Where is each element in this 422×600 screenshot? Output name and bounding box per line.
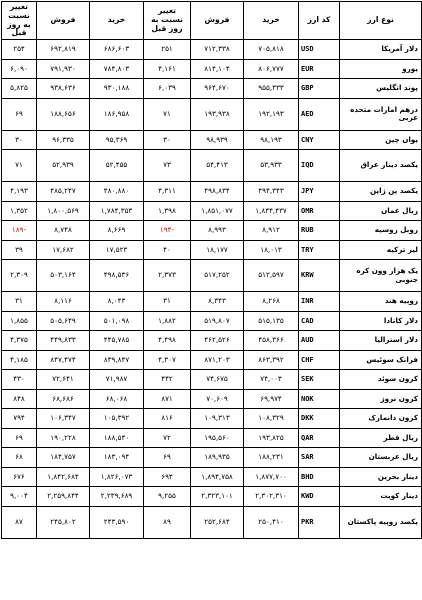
- change-1: ۸۷۱: [144, 389, 191, 409]
- header-buy-2: خرید: [90, 2, 144, 40]
- change-1: ۷۱: [144, 98, 191, 130]
- buy-price-1: ۲,۳۰۲,۳۱۰: [244, 487, 299, 507]
- buy-price-1: ۱۰۸,۳۲۹: [244, 409, 299, 429]
- sell-price-1: ۱۸,۱۷۷: [191, 240, 244, 260]
- change-1: ۶۹: [144, 448, 191, 468]
- sell-price-2: ۶۸,۶۸۶: [37, 389, 90, 409]
- change-2: ۸۴۸: [2, 389, 37, 409]
- buy-price-1: ۷۴,۰۰۳: [244, 370, 299, 390]
- table-body: [2, 40, 422, 539]
- currency-name: ریال عربستان: [340, 448, 422, 468]
- header-sell-1: فروش: [191, 2, 244, 40]
- sell-price-2: ۶۹۲,۸۱۹: [37, 40, 90, 60]
- table-row: [2, 221, 422, 241]
- change-2: ۴۳۰: [2, 370, 37, 390]
- change-1: ۶۹۴: [144, 467, 191, 487]
- buy-price-1: ۱۹۳,۸۲۵: [244, 428, 299, 448]
- change-1: -۱۹۴: [144, 221, 191, 241]
- change-1: ۸۱۶: [144, 409, 191, 429]
- header-change-1: تغییر نسبت به روز قبل: [144, 2, 191, 40]
- buy-price-2: ۸,۶۶۹: [90, 221, 144, 241]
- sell-price-2: ۱۸۴,۷۵۷: [37, 448, 90, 468]
- currency-code: IQD: [299, 150, 340, 182]
- currency-name: دینار بحرین: [340, 467, 422, 487]
- buy-price-1: ۵۱۵,۱۳۵: [244, 311, 299, 331]
- change-2: ۴,۱۹۳: [2, 182, 37, 202]
- change-1: ۳۱: [144, 292, 191, 312]
- currency-code: INR: [299, 292, 340, 312]
- buy-price-2: ۶۸,۰۶۸: [90, 389, 144, 409]
- sell-price-2: ۱۷,۶۸۲: [37, 240, 90, 260]
- currency-name: دینار کویت: [340, 487, 422, 507]
- table-row: [2, 292, 422, 312]
- change-1: ۴,۱۶۱: [144, 59, 191, 79]
- change-1: ۴,۴۹۸: [144, 331, 191, 351]
- exchange-rates-table: [1, 1, 422, 539]
- change-2: ۸۷: [2, 506, 37, 538]
- header-change-2: تغییر نسبت به روز قبل: [2, 2, 37, 40]
- currency-name: کرون دانمارک: [340, 409, 422, 429]
- sell-price-2: ۴۴۹,۸۳۳: [37, 331, 90, 351]
- sell-price-1: ۷۱۲,۳۳۸: [191, 40, 244, 60]
- sell-price-2: ۱۰۶,۳۴۷: [37, 409, 90, 429]
- currency-code: NOK: [299, 389, 340, 409]
- sell-price-1: ۷۴,۶۷۵: [191, 370, 244, 390]
- table-row: [2, 467, 422, 487]
- table-row: [2, 409, 422, 429]
- change-1: ۴,۳۱۱: [144, 182, 191, 202]
- sell-price-1: ۱۰۹,۳۱۳: [191, 409, 244, 429]
- buy-price-1: ۸۰۶,۷۷۷: [244, 59, 299, 79]
- sell-price-2: ۷۹۱,۹۳۰: [37, 59, 90, 79]
- currency-code: SAR: [299, 448, 340, 468]
- sell-price-2: ۴۸۵,۲۴۷: [37, 182, 90, 202]
- change-2: ۳۰: [2, 130, 37, 150]
- change-1: ۱,۸۸۲: [144, 311, 191, 331]
- buy-price-1: ۷۰۵,۸۱۸: [244, 40, 299, 60]
- currency-code: DKK: [299, 409, 340, 429]
- change-2: ۴,۱۸۵: [2, 350, 37, 370]
- sell-price-2: ۱,۸۰۰,۵۶۹: [37, 201, 90, 221]
- buy-price-1: ۲۵۰,۴۱۰: [244, 506, 299, 538]
- table-row: [2, 182, 422, 202]
- buy-price-2: ۱,۸۲۶,۰۷۳: [90, 467, 144, 487]
- sell-price-1: ۴۶۲,۵۲۶: [191, 331, 244, 351]
- buy-price-2: ۱۸۸,۵۴۰: [90, 428, 144, 448]
- currency-code: AUD: [299, 331, 340, 351]
- currency-code: BHD: [299, 467, 340, 487]
- sell-price-2: ۸,۷۴۸: [37, 221, 90, 241]
- currency-code: SEK: [299, 370, 340, 390]
- table-row: [2, 448, 422, 468]
- change-2: ۱,۸۵۵: [2, 311, 37, 331]
- table-row: [2, 311, 422, 331]
- buy-price-2: ۶۸۶,۶۰۳: [90, 40, 144, 60]
- currency-name: لیر ترکیه: [340, 240, 422, 260]
- header-sell-2: فروش: [37, 2, 90, 40]
- table-row: [2, 487, 422, 507]
- change-2: ۶۷۶: [2, 467, 37, 487]
- change-2: ۵,۸۲۵: [2, 79, 37, 99]
- table-row: [2, 59, 422, 79]
- buy-price-2: ۸,۰۴۳: [90, 292, 144, 312]
- buy-price-1: ۴۵۸,۳۶۶: [244, 331, 299, 351]
- change-1: ۷۲: [144, 428, 191, 448]
- table-row: [2, 98, 422, 130]
- sell-price-1: ۵۱۷,۲۵۲: [191, 260, 244, 292]
- buy-price-1: ۱,۸۳۴,۴۳۷: [244, 201, 299, 221]
- header-buy-1: خرید: [244, 2, 299, 40]
- currency-name: درهم امارات متحده عربی: [340, 98, 422, 130]
- change-2: ۷۹۴: [2, 409, 37, 429]
- change-1: ۷۳: [144, 150, 191, 182]
- table-row: [2, 428, 422, 448]
- currency-name: یورو: [340, 59, 422, 79]
- sell-price-2: ۵۰۵,۶۴۹: [37, 311, 90, 331]
- table-header-row: [2, 2, 422, 40]
- table-row: [2, 79, 422, 99]
- change-1: ۴۴۲: [144, 370, 191, 390]
- currency-code: CAD: [299, 311, 340, 331]
- change-2: ۴,۳۷۵: [2, 331, 37, 351]
- currency-name: کرون سوئد: [340, 370, 422, 390]
- sell-price-1: ۱,۸۹۴,۷۵۸: [191, 467, 244, 487]
- sell-price-1: ۸۱۴,۱۰۴: [191, 59, 244, 79]
- currency-name: کرون نروژ: [340, 389, 422, 409]
- sell-price-2: ۸۴۷,۴۷۴: [37, 350, 90, 370]
- sell-price-1: ۵۴,۴۱۳: [191, 150, 244, 182]
- currency-code: CHF: [299, 350, 340, 370]
- currency-name: یک هزار وون کره جنوبی: [340, 260, 422, 292]
- buy-price-1: ۱,۸۷۷,۷۰۰: [244, 467, 299, 487]
- sell-price-2: ۱۹۰,۲۲۸: [37, 428, 90, 448]
- buy-price-1: ۵۳,۹۳۳: [244, 150, 299, 182]
- currency-code: JPY: [299, 182, 340, 202]
- buy-price-2: ۷۸۴,۸۰۳: [90, 59, 144, 79]
- currency-code: RUB: [299, 221, 340, 241]
- buy-price-1: ۹۵۵,۳۳۳: [244, 79, 299, 99]
- sell-price-1: ۱۸۹,۹۳۵: [191, 448, 244, 468]
- buy-price-2: ۹۵,۳۶۹: [90, 130, 144, 150]
- sell-price-2: ۷۲,۶۴۱: [37, 370, 90, 390]
- buy-price-2: ۱۸۳,۰۹۴: [90, 448, 144, 468]
- table-row: [2, 130, 422, 150]
- sell-price-1: ۱,۸۵۱,۰۷۷: [191, 201, 244, 221]
- sell-price-1: ۸,۳۴۳: [191, 292, 244, 312]
- sell-price-2: ۸,۱۱۶: [37, 292, 90, 312]
- sell-price-2: ۲,۲۵۹,۸۴۴: [37, 487, 90, 507]
- change-2: ۶۸: [2, 448, 37, 468]
- table-row: [2, 350, 422, 370]
- sell-price-1: ۲,۳۲۳,۱۰۱: [191, 487, 244, 507]
- sell-price-1: ۵۱۹,۸۰۷: [191, 311, 244, 331]
- buy-price-2: ۱۰۵,۳۹۲: [90, 409, 144, 429]
- sell-price-2: ۹۶,۳۳۵: [37, 130, 90, 150]
- sell-price-1: ۹۶۴,۶۷۰: [191, 79, 244, 99]
- buy-price-2: ۱,۷۸۴,۳۵۳: [90, 201, 144, 221]
- currency-code: OMR: [299, 201, 340, 221]
- currency-code: KWD: [299, 487, 340, 507]
- table-row: [2, 201, 422, 221]
- sell-price-2: ۹۳۸,۶۳۶: [37, 79, 90, 99]
- change-1: ۳۰: [144, 130, 191, 150]
- buy-price-2: ۴۹۸,۵۳۶: [90, 260, 144, 292]
- buy-price-2: ۱۷,۵۲۳: [90, 240, 144, 260]
- buy-price-2: ۲۴۳,۵۹۰: [90, 506, 144, 538]
- buy-price-1: ۴۹۴,۳۴۳: [244, 182, 299, 202]
- currency-code: QAR: [299, 428, 340, 448]
- change-2: ۳۹: [2, 240, 37, 260]
- buy-price-1: ۸,۹۱۲: [244, 221, 299, 241]
- buy-price-2: ۷۱,۹۸۷: [90, 370, 144, 390]
- buy-price-2: ۱۸۶,۹۵۸: [90, 98, 144, 130]
- currency-name: دلار کانادا: [340, 311, 422, 331]
- header-type: نوع ارز: [340, 2, 422, 40]
- sell-price-2: ۱۸۸,۶۵۶: [37, 98, 90, 130]
- change-1: ۹,۲۵۵: [144, 487, 191, 507]
- buy-price-1: ۱۸۸,۲۳۱: [244, 448, 299, 468]
- currency-code: USD: [299, 40, 340, 60]
- currency-code: GBP: [299, 79, 340, 99]
- currency-code: KRW: [299, 260, 340, 292]
- change-2: ۶۹: [2, 98, 37, 130]
- currency-name: یکصد روپیه پاکستان: [340, 506, 422, 538]
- sell-price-2: ۱,۸۴۲,۶۸۴: [37, 467, 90, 487]
- buy-price-1: ۱۸,۰۱۳: [244, 240, 299, 260]
- table-row: [2, 370, 422, 390]
- table-row: [2, 331, 422, 351]
- change-2: ۱,۳۵۲: [2, 201, 37, 221]
- buy-price-1: ۸,۲۶۸: [244, 292, 299, 312]
- change-1: ۴۰: [144, 240, 191, 260]
- currency-code: CNY: [299, 130, 340, 150]
- change-1: ۸۹: [144, 506, 191, 538]
- buy-price-2: ۴۴۵,۷۸۵: [90, 331, 144, 351]
- table-row: [2, 40, 422, 60]
- buy-price-2: ۵۲,۴۵۵: [90, 150, 144, 182]
- currency-name: دلار آمریکا: [340, 40, 422, 60]
- header-code: کد ارز: [299, 2, 340, 40]
- change-2: ۳۱: [2, 292, 37, 312]
- sell-price-1: ۷۰,۶۰۹: [191, 389, 244, 409]
- buy-price-1: ۹۸,۱۹۳: [244, 130, 299, 150]
- change-2: ۲,۳۰۹: [2, 260, 37, 292]
- currency-name: یوان چین: [340, 130, 422, 150]
- change-2: ۶۹: [2, 428, 37, 448]
- change-1: ۲۵۱: [144, 40, 191, 60]
- change-1: ۴,۳۰۷: [144, 350, 191, 370]
- table-row: [2, 506, 422, 538]
- buy-price-2: ۲,۲۳۹,۶۸۹: [90, 487, 144, 507]
- currency-name: پوند انگلیس: [340, 79, 422, 99]
- buy-price-2: ۴۸۰,۸۸۰: [90, 182, 144, 202]
- table-row: [2, 260, 422, 292]
- currency-name: روپیه هند: [340, 292, 422, 312]
- change-2: ۷۱: [2, 150, 37, 182]
- currency-code: TRY: [299, 240, 340, 260]
- currency-name: یکصد ین ژاپن: [340, 182, 422, 202]
- change-1: ۶,۰۳۹: [144, 79, 191, 99]
- currency-code: EUR: [299, 59, 340, 79]
- currency-code: AED: [299, 98, 340, 130]
- change-1: ۲,۳۷۳: [144, 260, 191, 292]
- currency-name: ریال قطر: [340, 428, 422, 448]
- sell-price-2: ۲۴۵,۸۰۲: [37, 506, 90, 538]
- change-1: ۱,۳۹۸: [144, 201, 191, 221]
- buy-price-2: ۵۰۱,۰۹۸: [90, 311, 144, 331]
- sell-price-1: ۹۸,۹۳۹: [191, 130, 244, 150]
- buy-price-2: ۸۳۹,۸۴۷: [90, 350, 144, 370]
- table-row: [2, 389, 422, 409]
- currency-name: ریال عمان: [340, 201, 422, 221]
- sell-price-1: ۱۹۳,۹۳۸: [191, 98, 244, 130]
- currency-name: روبل روسیه: [340, 221, 422, 241]
- change-2: ۶,۰۹۰: [2, 59, 37, 79]
- buy-price-1: ۸۶۳,۳۹۲: [244, 350, 299, 370]
- currency-name: دلار استرالیا: [340, 331, 422, 351]
- sell-price-1: ۸,۹۹۳: [191, 221, 244, 241]
- currency-name: فرانک سوئیس: [340, 350, 422, 370]
- sell-price-1: ۱۹۵,۵۶۰: [191, 428, 244, 448]
- currency-name: یکصد دینار عراق: [340, 150, 422, 182]
- change-2: -۱۸۹: [2, 221, 37, 241]
- sell-price-2: ۵۰۳,۱۶۴: [37, 260, 90, 292]
- sell-price-2: ۵۲,۹۳۹: [37, 150, 90, 182]
- buy-price-1: ۵۱۲,۵۹۷: [244, 260, 299, 292]
- sell-price-1: ۲۵۲,۶۸۴: [191, 506, 244, 538]
- currency-code: PKR: [299, 506, 340, 538]
- table-row: [2, 240, 422, 260]
- change-2: ۹,۰۰۴: [2, 487, 37, 507]
- sell-price-1: ۴۹۸,۸۳۴: [191, 182, 244, 202]
- buy-price-2: ۹۳۰,۱۸۸: [90, 79, 144, 99]
- table-row: [2, 150, 422, 182]
- sell-price-1: ۸۷۱,۲۰۳: [191, 350, 244, 370]
- buy-price-1: ۱۹۲,۱۹۳: [244, 98, 299, 130]
- change-2: ۲۵۴: [2, 40, 37, 60]
- buy-price-1: ۶۹,۹۷۴: [244, 389, 299, 409]
